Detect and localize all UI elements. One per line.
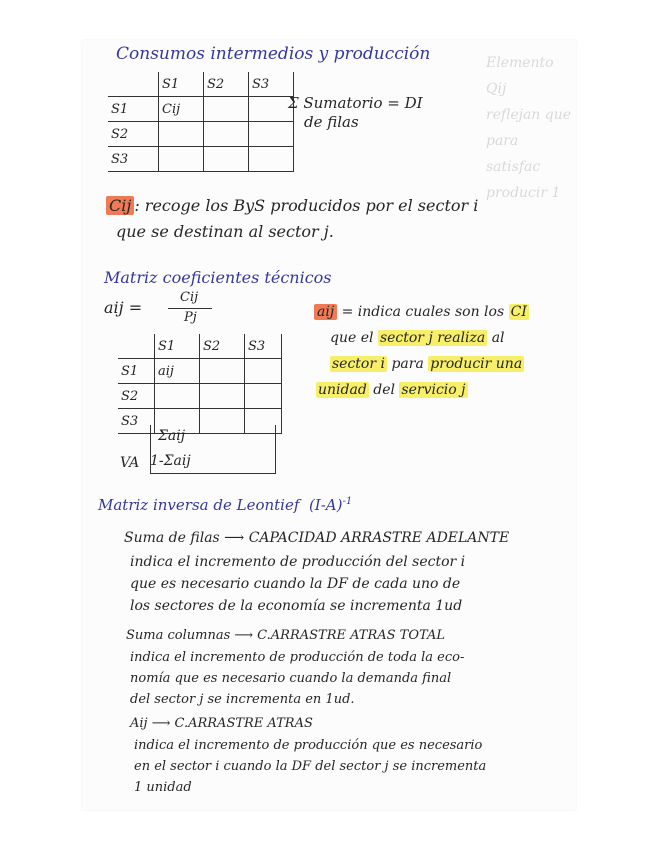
sum-note: Σ Sumatorio = DI [288, 94, 423, 112]
ghost-line: reflejan que [486, 107, 572, 123]
cols-line: del sector j se incrementa en 1ud. [130, 692, 355, 707]
coeficientes-matrix [118, 334, 282, 434]
aij-line: 1 unidad [134, 780, 192, 795]
def-text: del [373, 382, 395, 398]
row-header: S3 [118, 409, 155, 434]
col-header: S1 [159, 72, 204, 97]
cols-head: Suma columnas ⟶ C.ARRASTRE ATRAS TOTAL [126, 628, 445, 643]
def-text: para [391, 356, 424, 372]
bleed-through-text [486, 50, 576, 206]
col-header: S1 [155, 334, 200, 359]
cij-definition [106, 196, 478, 215]
va-label: VA [120, 455, 140, 471]
leontief-exponent: -1 [342, 496, 353, 507]
def-highlight: unidad [318, 382, 367, 398]
sum-note-2: de filas [304, 113, 359, 131]
def-highlight: sector i [332, 356, 385, 372]
row-header: S1 [108, 97, 159, 122]
row-header: S2 [118, 384, 155, 409]
col-header: S3 [245, 334, 282, 359]
filas-line: que es necesario cuando la DF de cada uno de [130, 576, 461, 592]
filas-line: los sectores de la economía se incrementa 1ud [130, 598, 463, 614]
def-highlight: sector j realiza [379, 330, 486, 346]
va-value: 1-Σaij [150, 453, 191, 469]
row-header: S3 [108, 147, 159, 172]
row-header: S2 [108, 122, 159, 147]
aij-formula-den: Pj [184, 310, 197, 325]
row-header: S1 [118, 359, 155, 384]
def-text: = indica cuales son los [341, 304, 505, 320]
aij-def-line3 [330, 356, 524, 372]
ghost-line: para satisfac [486, 133, 541, 175]
fraction-bar [168, 308, 212, 309]
section3-title [98, 496, 352, 514]
cij-term: Cij [106, 196, 134, 215]
def-highlight: servicio j [401, 382, 466, 398]
aij-formula-lhs: aij = [104, 298, 143, 317]
aij-formula-num: Cij [180, 290, 199, 305]
def-text: al [491, 330, 505, 346]
ghost-line: producir 1 [486, 185, 561, 201]
col-header: S2 [200, 334, 245, 359]
filas-line: indica el incremento de producción del sector i [130, 554, 466, 570]
aij-line: en el sector i cuando la DF del sector j se incrementa [134, 759, 487, 774]
aij-line: indica el incremento de producción que es necesario [134, 738, 483, 753]
cols-line: indica el incremento de producción de toda la eco- [130, 650, 465, 665]
section2-title: Matriz coeficientes técnicos [104, 268, 332, 287]
aij-def-line4 [316, 382, 468, 398]
cols-line: nomía que es necesario cuando la demanda final [130, 671, 452, 686]
col-header: S2 [204, 72, 249, 97]
matrix-cell: Cij [159, 97, 204, 122]
aij-def-line2 [330, 330, 505, 346]
sum-aij: Σaij [158, 428, 186, 444]
section1-title: Consumos intermedios y producción [116, 44, 431, 64]
filas-head: Suma de filas ⟶ CAPACIDAD ARRASTRE ADELANTE [124, 530, 510, 546]
ghost-line: Elemento Qij [486, 55, 554, 97]
def-text: que el [330, 330, 374, 346]
aij-term: aij [314, 304, 337, 320]
matrix-cell: aij [155, 359, 200, 384]
aij-def-line1 [314, 304, 529, 320]
def-ci: CI [510, 304, 527, 320]
def-highlight: producir una [430, 356, 523, 372]
cij-line2: que se destinan al sector j. [116, 222, 334, 241]
col-header: S3 [249, 72, 294, 97]
cij-line1: : recoge los ByS producidos por el sector i [134, 196, 479, 215]
leontief-title: Matriz inversa de Leontief [98, 496, 300, 514]
leontief-formula: (I-A) [308, 496, 343, 514]
aij-head: Aij ⟶ C.ARRASTRE ATRAS [130, 716, 313, 731]
consumos-matrix [108, 72, 294, 172]
